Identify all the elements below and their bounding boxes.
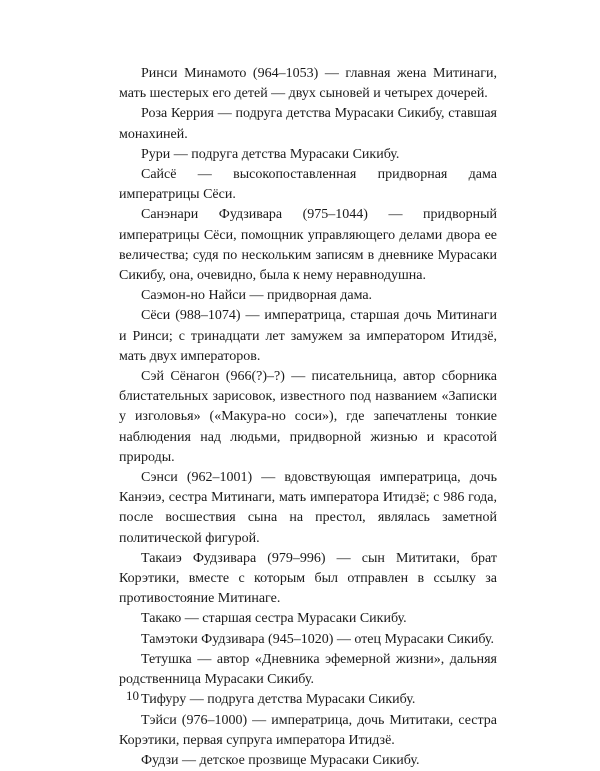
glossary-entry-sesi: Сёси (988–1074) — императрица, старшая дочь Митинаги и Ринси; с тринадцати лет замужем за императором Итидзё, мать двух императоров. [119,308,497,364]
book-page-text [119,64,497,771]
page-number: 10 [126,688,139,703]
glossary-entry-tifuru: Тифуру — подруга детства Мурасаки Сикибу. [141,692,416,708]
glossary-entry-tetushka: Тетушка — автор «Дневника эфемерной жизни», дальняя родственница Мурасаки Сикибу. [119,651,497,688]
glossary-entry-sei-senagon: Сэй Сёнагон (966(?)–?) — писательница, автор сборника блистательных зарисовок, известного под названием «Записки у изголовья» («Макура-но соси»), где запечатлены тонкие наблюдения над людьми, придворной жизнью и красотой природы. [119,369,497,465]
glossary-entry-teisi: Тэйси (976–1000) — императрица, дочь Мититаки, сестра Корэтики, первая супруга императора Итидзё. [119,712,497,748]
glossary-entry-tametoki: Тамэтоки Фудзивара (945–1020) — отец Мурасаки Сикибу. [141,631,495,647]
glossary-entry-ruri: Рури — подруга детства Мурасаки Сикибу. [141,146,400,162]
glossary-entry-roza-kerriya: Роза Керрия — подруга детства Мурасаки Сикибу, ставшая монахиней. [119,106,497,142]
glossary-entry-saemon-no-naisi: Саэмон-но Найси — придворная дама. [141,288,373,304]
glossary-entry-fudzi: Фудзи — детское прозвище Мурасаки Сикибу. [141,752,420,768]
glossary-entry-sanenari: Санэнари Фудзивара (975–1044) — придворный императрицы Сёси, помощник управляющего делами двора ее величества; судя по нескольким записям в дневнике Мурасаки Сикибу, она, очевидно, была к нему неравнодушна. [119,207,497,284]
glossary-entry-sensi: Сэнси (962–1001) — вдовствующая императрица, дочь Канэиэ, сестра Митинаги, мать императора Итидзё; с 986 года, после восшествия сына на престол, являлась заметной политической фигурой. [119,470,497,546]
glossary-entry-rinsi: Ринси Минамото (964–1053) — главная жена Митинаги, мать шестерых его детей — двух сыновей и четырех дочерей. [119,66,497,102]
glossary-entry-saise: Сайсё — высокопоставленная придворная дама императрицы Сёси. [119,167,497,203]
glossary-entry-takaie: Такаиэ Фудзивара (979–996) — сын Мититаки, брат Корэтики, вместе с которым был отправлен в ссылку за противостояние Митинаге. [119,550,497,607]
glossary-entry-takako: Такако — старшая сестра Мурасаки Сикибу. [141,611,407,627]
